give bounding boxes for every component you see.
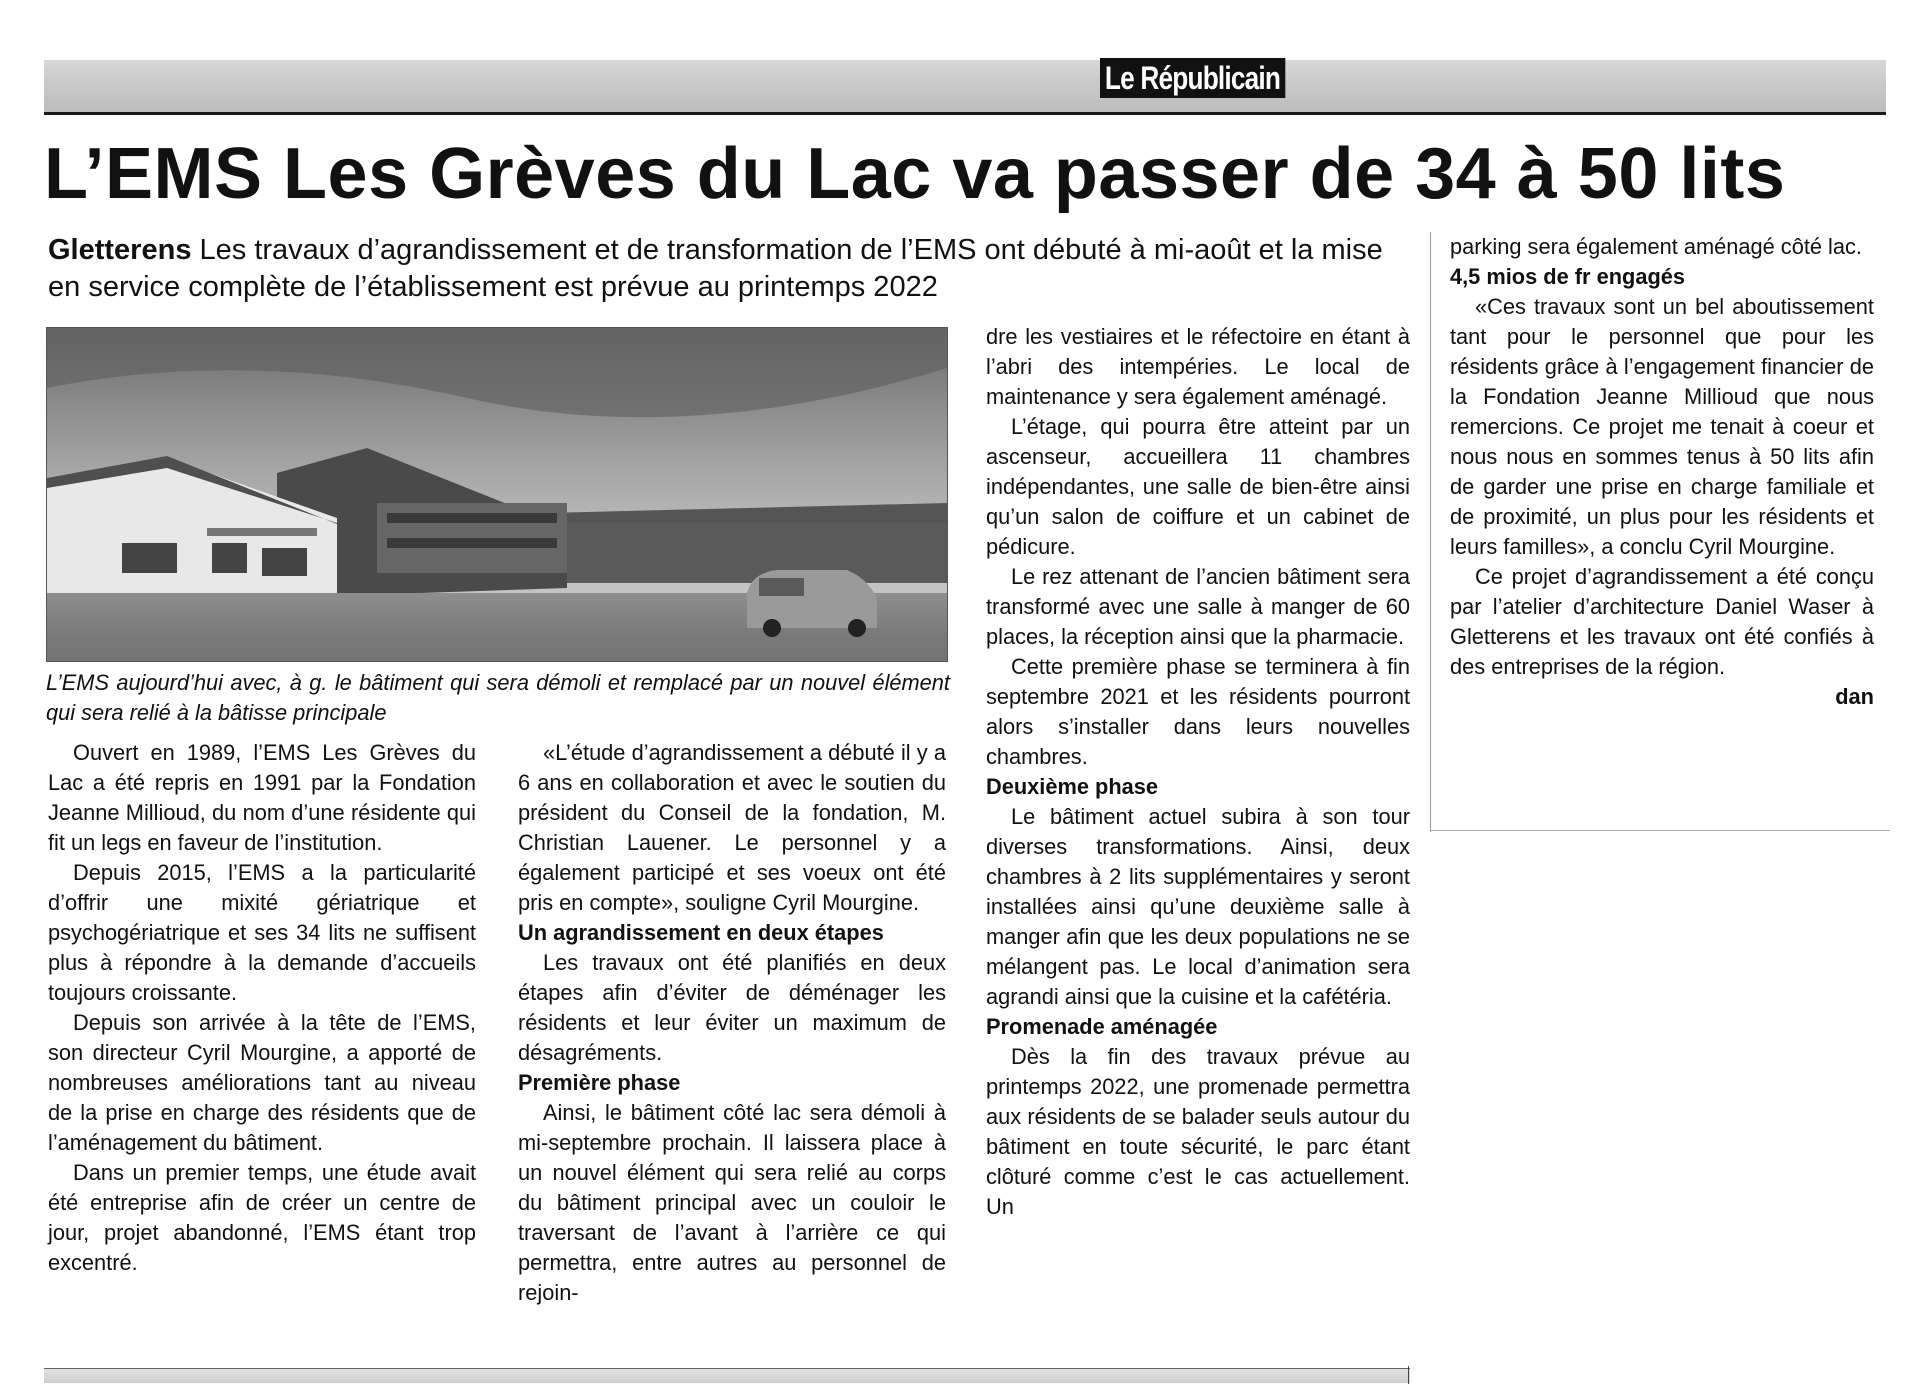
paragraph: dre les vestiaires et le réfectoire en étant à l’abri des intempéries. Le local de maintenance y sera également aménagé. [986, 324, 1410, 409]
subheading: Un agrandissement en deux étapes [518, 920, 884, 945]
signature-text: dan [1835, 684, 1874, 709]
paragraph: Depuis 2015, l’EMS a la particularité d’offrir une mixité gériatrique et psychogériatrique et ses 34 lits ne suffisent plus à répondre à la demande d’accueils toujours croissante. [48, 860, 476, 1005]
paragraph: Ainsi, le bâtiment côté lac sera démoli à mi-septembre prochain. Il laissera place à un nouvel élément qui sera relié au corps du bâtiment principal avec un couloir le traversant de l’avant à l’arrière ce qui permettra, entre autres au personnel de rejoin- [518, 1100, 946, 1305]
article-column-4 [1450, 232, 1874, 712]
paragraph: «L’étude d’agrandissement a débuté il y a 6 ans en collaboration et avec le soutien du président du Conseil de la fondation, M. Christian Lauener. Le personnel y a également participé et ses voeux ont été pris en compte», souligne Cyril Mourgine. [518, 740, 946, 915]
paragraph: Les travaux ont été planifiés en deux étapes afin d’éviter de déménager les résidents et leur éviter un maximum de désagréments. [518, 950, 946, 1065]
paragraph: Dans un premier temps, une étude avait été entreprise afin de créer un centre de jour, projet abandonné, l’EMS étant trop excentré. [48, 1160, 476, 1275]
lede-text: Les travaux d’agrandissement et de transformation de l’EMS ont débuté à mi-août et la mise en service complète de l’établissement est prévue au printemps 2022 [48, 234, 1383, 303]
paragraph: Le bâtiment actuel subira à son tour diverses transformations. Ainsi, deux chambres à 2 lits supplémentaires y seront installées ainsi qu’une deuxième salle à manger afin que les deux populations ne se mélangent pas. Le local d’animation sera agrandi ainsi que la cuisine et la cafétéria. [986, 804, 1410, 1009]
article-column-1 [48, 738, 476, 1278]
subheading: Première phase [518, 1070, 681, 1095]
article-lede [48, 232, 1418, 306]
masthead-rule [44, 112, 1886, 115]
paragraph: «Ces travaux sont un bel aboutissement tant pour le personnel que pour les résidents grâce à l’engagement financier de la Fondation Jeanne Millioud que nous remercions. Ce projet me tenait à coeur et nous nous en sommes tenus à 50 lits afin de garder une prise en charge familiale et de proximité, un plus pour les résidents et leurs familles», a conclu Cyril Mourgine. [1450, 294, 1874, 559]
footer-band [44, 1368, 1410, 1383]
article-headline: L’EMS Les Grèves du Lac va passer de 34 à 50 lits [44, 134, 1786, 214]
paragraph: parking sera également aménagé côté lac. [1450, 234, 1862, 259]
column-rule [1430, 232, 1431, 832]
author-signature [1450, 682, 1874, 712]
paragraph: Cette première phase se terminera à fin septembre 2021 et les résidents pourront alors s’installer dans leurs nouvelles chambres. [986, 654, 1410, 769]
subheading: 4,5 mios de fr engagés [1450, 264, 1686, 289]
column-end-rule [1430, 830, 1890, 831]
newspaper-logo: Le Républicain [1100, 58, 1285, 98]
paragraph: Le rez attenant de l’ancien bâtiment sera transformé avec une salle à manger de 60 places, la réception ainsi que la pharmacie. [986, 564, 1410, 649]
paragraph: Depuis son arrivée à la tête de l’EMS, son directeur Cyril Mourgine, a apporté de nombreuses améliorations tant au niveau de la prise en charge des résidents que de l’aménagement du bâtiment. [48, 1010, 476, 1155]
lede-place: Gletterens [48, 234, 192, 266]
footer-rule [1408, 1366, 1409, 1384]
article-column-3 [986, 322, 1410, 1222]
subheading: Promenade aménagée [986, 1014, 1218, 1039]
paragraph: Ouvert en 1989, l’EMS Les Grèves du Lac a été repris en 1991 par la Fondation Jeanne Millioud, du nom d’une résidente qui fit un legs en faveur de l’institution. [48, 740, 476, 855]
paragraph: Ce projet d’agrandissement a été conçu par l’atelier d’architecture Daniel Waser à Gletterens et les travaux ont été confiés à des entreprises de la région. [1450, 564, 1874, 679]
paragraph: L’étage, qui pourra être atteint par un ascenseur, accueillera 11 chambres indépendantes, une salle de bien-être ainsi qu’un salon de coiffure et un cabinet de pédicure. [986, 414, 1410, 559]
paragraph: Dès la fin des travaux prévue au printemps 2022, une promenade permettra aux résidents de se balader seuls autour du bâtiment en toute sécurité, le parc étant clôturé comme c’est le cas actuellement. Un [986, 1044, 1410, 1219]
masthead-band [44, 60, 1886, 112]
article-photo [46, 327, 948, 662]
photo-caption: L’EMS aujourd’hui avec, à g. le bâtiment qui sera démoli et remplacé par un nouvel élément qui sera relié à la bâtisse principale [46, 670, 950, 725]
subheading: Deuxième phase [986, 774, 1159, 799]
article-column-2 [518, 738, 946, 1308]
